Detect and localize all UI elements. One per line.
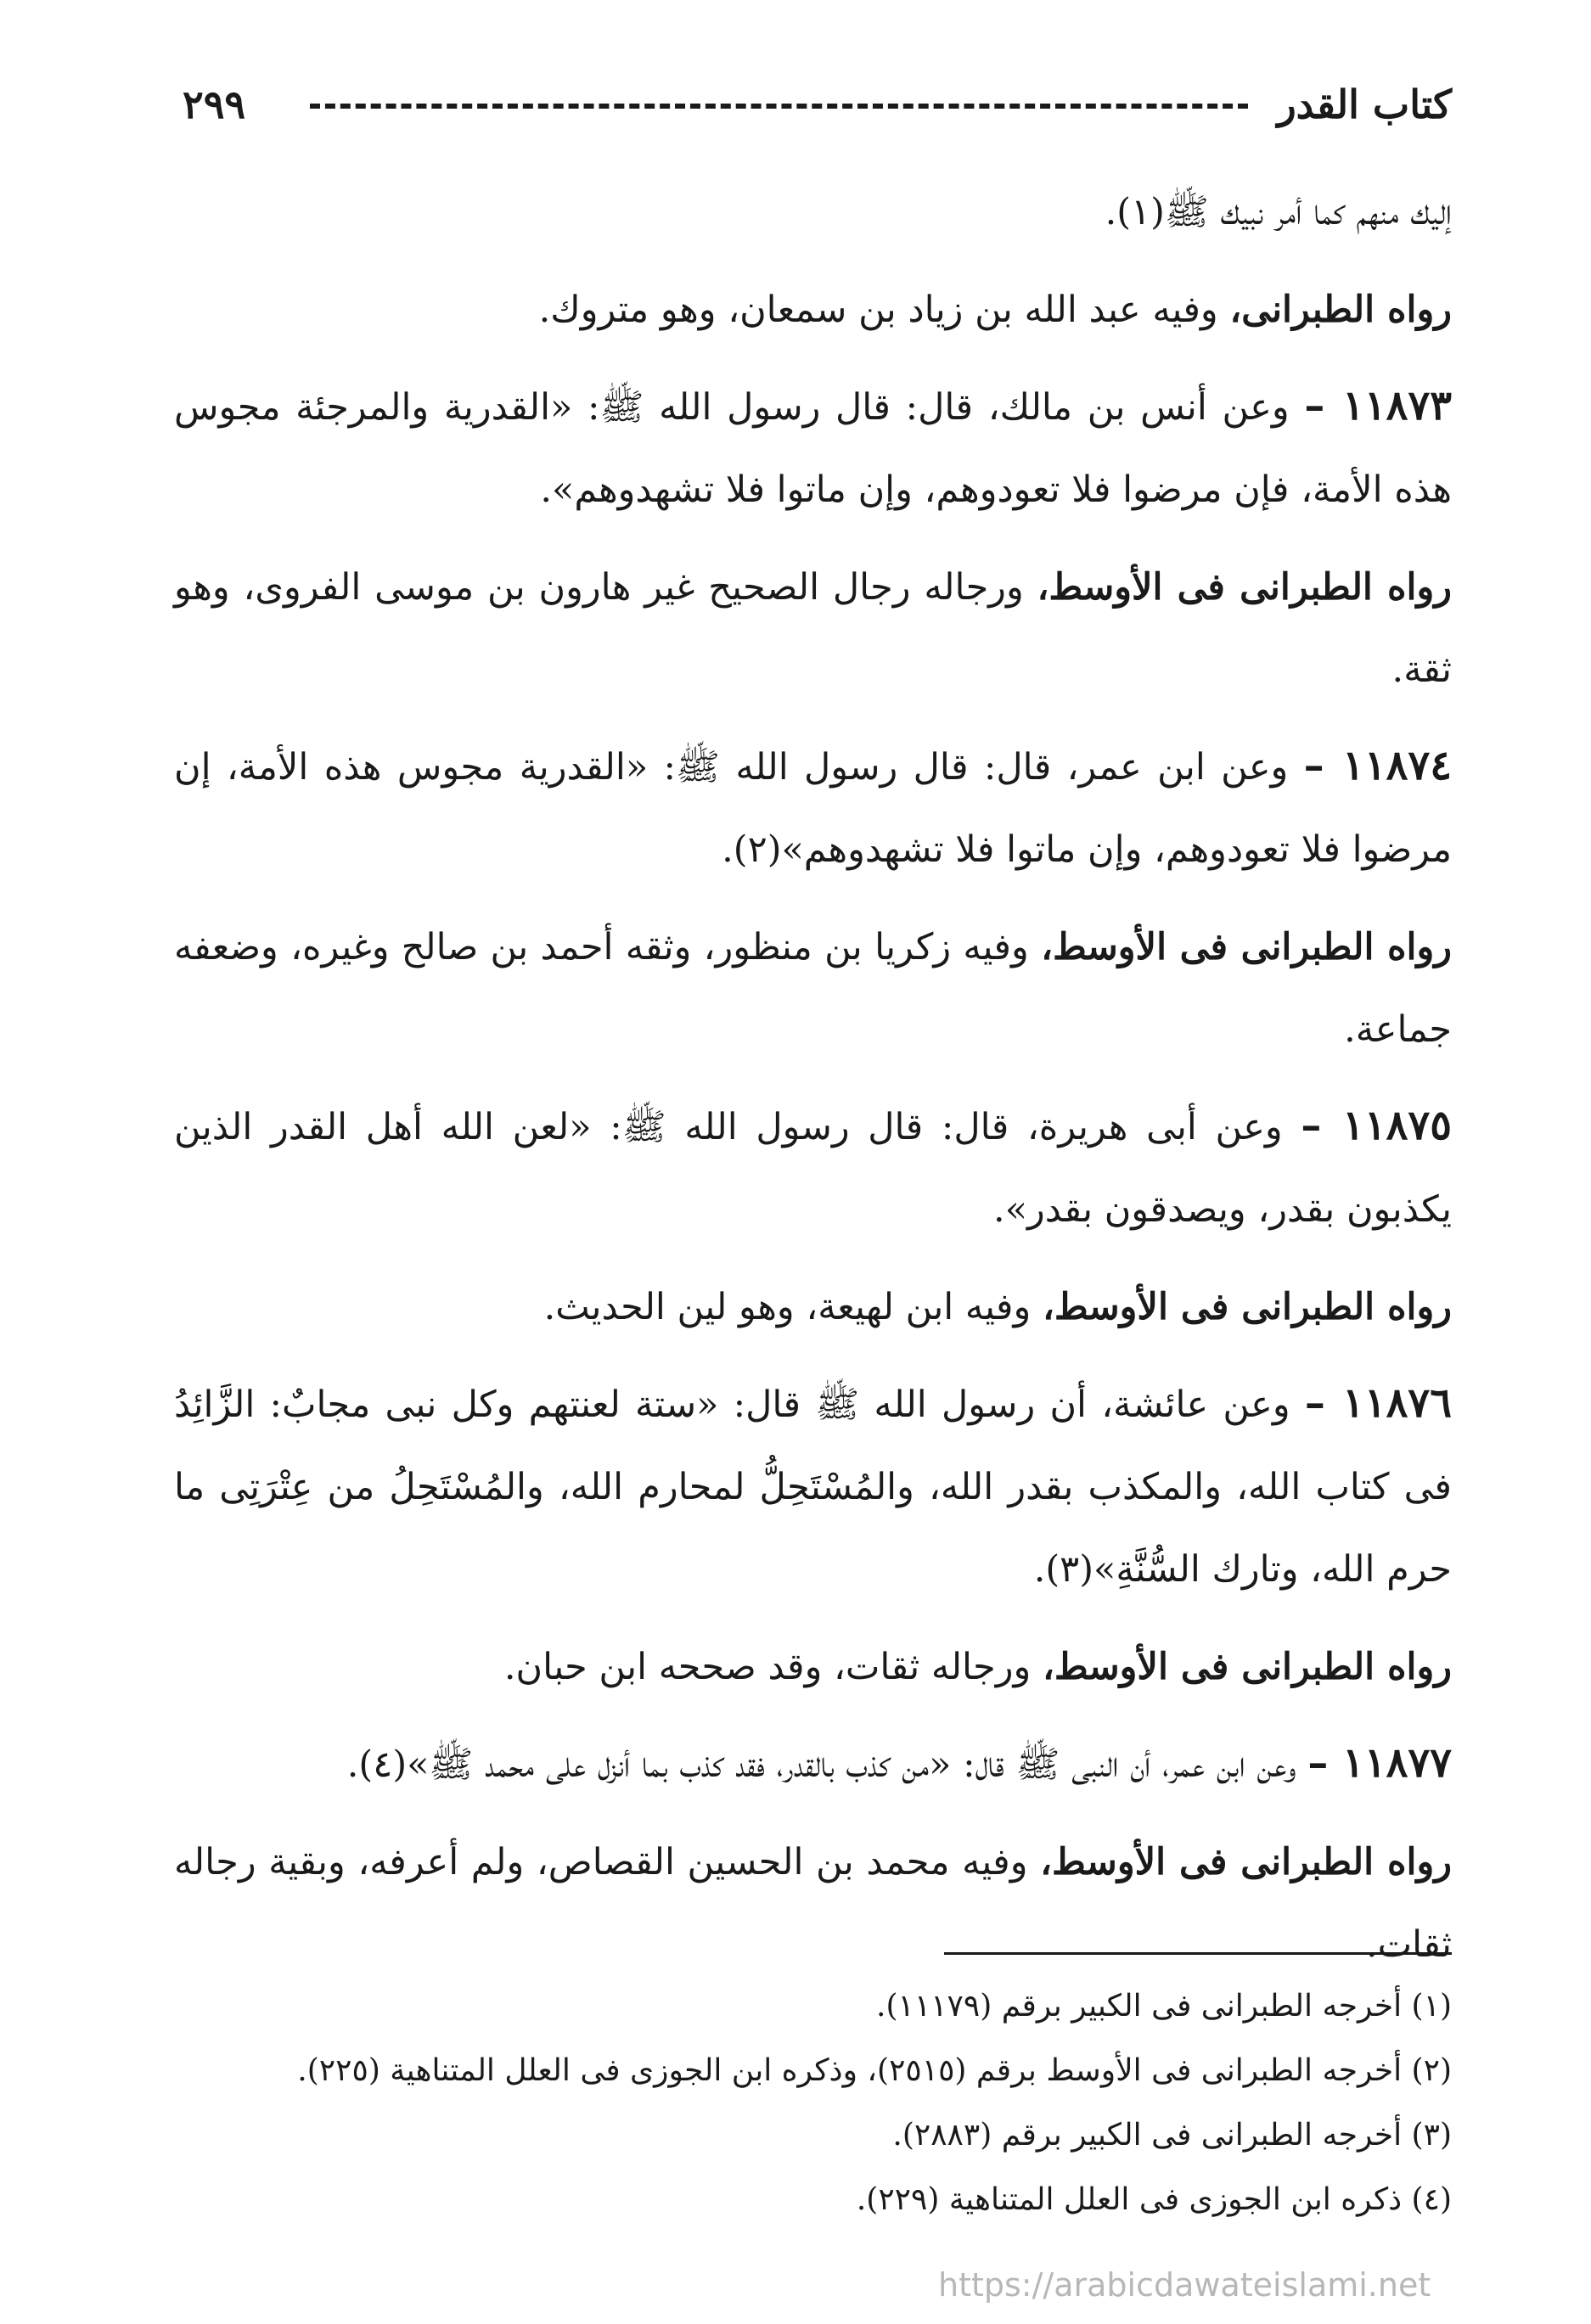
source-label: رواه الطبرانى فى الأوسط، bbox=[1042, 1286, 1452, 1328]
paragraph bbox=[174, 1820, 1452, 1986]
source-label: رواه الطبرانى فى الأوسط، bbox=[1040, 1841, 1452, 1883]
footnote: (١) أخرجه الطبرانى فى الكبير برقم (١١١٧٩). bbox=[876, 1989, 1452, 2024]
paragraph-text: وعن ابن عمر، أن النبى ﷺ قال: «من كذب بالقدر، فقد كذب بما أنزل على محمد ﷺ»(٤). bbox=[346, 1743, 1308, 1786]
hadith-number: ١١٨٧٤ – bbox=[1303, 742, 1452, 789]
page-header bbox=[183, 75, 1452, 134]
paragraph bbox=[174, 1625, 1452, 1709]
paragraph-text: وعن ابن عمر، قال: قال رسول الله ﷺ: «القدرية مجوس هذه الأمة، إن مرضوا فلا تعودوهم، وإن ماتوا فلا تشهدوهم»(٢). bbox=[174, 746, 1452, 871]
paragraph-text: ورجاله رجال الصحيح غير هارون بن موسى الفروى، وهو ثقة. bbox=[174, 566, 1452, 691]
page-number: ٢٩٩ bbox=[183, 81, 246, 127]
paragraph-text: ورجاله ثقات، وقد صححه ابن حبان. bbox=[503, 1646, 1043, 1688]
chapter-title: كتاب القدر bbox=[1277, 81, 1452, 127]
paragraph-text: وفيه زكريا بن منظور، وثقه أحمد بن صالح وغيره، وضعفه جماعة. bbox=[174, 926, 1452, 1051]
paragraph bbox=[174, 545, 1452, 711]
hadith-number: ١١٨٧٣ – bbox=[1304, 382, 1452, 429]
header-dashed-rule bbox=[310, 104, 1248, 109]
hadith-number: ١١٨٧٦ – bbox=[1304, 1379, 1452, 1427]
paragraph bbox=[174, 1265, 1452, 1349]
source-label: رواه الطبرانى فى الأوسط، bbox=[1041, 926, 1452, 968]
paragraph-text: وفيه عبد الله بن زياد بن سمعان، وهو متروك. bbox=[538, 289, 1230, 331]
paragraph-text: وعن أبى هريرة، قال: قال رسول الله ﷺ: «لعن الله أهل القدر الذين يكذبون بقدر، ويصدقون بقدر». bbox=[174, 1106, 1452, 1231]
paragraph-text: وفيه محمد بن الحسين القصاص، ولم أعرفه، وبقية رجاله ثقات. bbox=[174, 1841, 1452, 1966]
paragraph-text: وفيه ابن لهيعة، وهو لين الحديث. bbox=[543, 1286, 1043, 1328]
source-label: رواه الطبرانى، bbox=[1229, 289, 1452, 331]
paragraph-text: وعن عائشة، أن رسول الله ﷺ قال: «ستة لعنتهم وكل نبى مجابٌ: الزَّائِدُ فى كتاب الله، والمكذب بقدر الله، والمُسْتَحِلُّ لمحارم الله، والمُسْتَحِلُ من عِتْرَتِى ما حرم الله، وتارك السُّنَّةِ»(٣). bbox=[174, 1384, 1452, 1591]
hadith-number: ١١٨٧٧ – bbox=[1307, 1739, 1452, 1787]
paragraph bbox=[174, 1722, 1452, 1806]
footnote-separator bbox=[944, 1952, 1452, 1955]
footnote: (٣) أخرجه الطبرانى فى الكبير برقم (٢٨٨٣). bbox=[892, 2118, 1452, 2153]
paragraph-text: إليك منهم كما أمر نبيك ﷺ(١). bbox=[1105, 191, 1452, 233]
main-text bbox=[174, 170, 1452, 2000]
hadith-number: ١١٨٧٥ – bbox=[1301, 1102, 1452, 1149]
footnotes bbox=[174, 1978, 1452, 2236]
paragraph bbox=[174, 267, 1452, 351]
footnote: (٤) ذكره ابن الجوزى فى العلل المتناهية (٢٢٩). bbox=[856, 2182, 1452, 2217]
footnote: (٢) أخرجه الطبرانى فى الأوسط برقم (٢٥١٥)، وذكره ابن الجوزى فى العلل المتناهية (٢٢٥). bbox=[297, 2053, 1452, 2088]
paragraph-text: وعن أنس بن مالك، قال: قال رسول الله ﷺ: «القدرية والمرجئة مجوس هذه الأمة، فإن مرضوا فلا تعودوهم، وإن ماتوا فلا تشهدوهم». bbox=[174, 386, 1452, 511]
source-label: رواه الطبرانى فى الأوسط، bbox=[1042, 1646, 1452, 1688]
paragraph bbox=[174, 725, 1452, 891]
paragraph bbox=[174, 1362, 1452, 1611]
paragraph bbox=[174, 905, 1452, 1071]
source-label: رواه الطبرانى فى الأوسط، bbox=[1037, 566, 1452, 609]
watermark-url: https://arabicdawateislami.net bbox=[938, 2266, 1431, 2304]
paragraph bbox=[174, 170, 1452, 254]
paragraph bbox=[174, 365, 1452, 531]
paragraph bbox=[174, 1085, 1452, 1251]
